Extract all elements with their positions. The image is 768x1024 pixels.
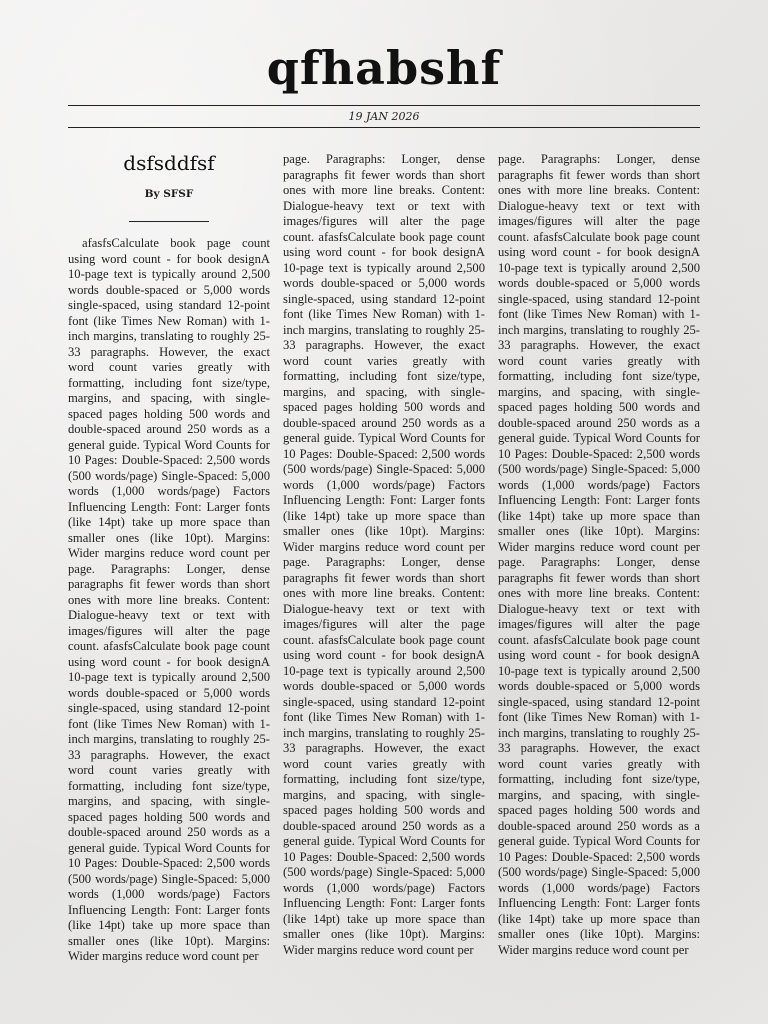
dateline: 19 JAN 2026 [348, 110, 420, 123]
article-body-text: page. Paragraphs: Longer, dense paragraphs fit fewer words than short ones with more line breaks. Content: Dialogue-heavy text or text with images/figures will alter the page count. afasfsCalculate book page count using word count - for book designA 10-page text is typically around 2,500 words double-spaced or 5,000 words single-spaced, using standard 12-point font (like Times New Roman) with 1-inch margins, translating to roughly 25-33 paragraphs. However, the exact word count varies greatly with formatting, including font size/type, margins, and spacing, with single-spaced pages holding 500 words and double-spaced around 250 words as a general guide. Typical Word Counts for 10 Pages: Double-Spaced: 2,500 words (500 words/page) Single-Spaced: 5,000 words (1,000 words/page) Factors Influencing Length: Font: Larger fonts (like 14pt) take up more space than smaller ones (like 10pt). Margins: Wider margins reduce word count per page. Paragraphs: Longer, dense paragraphs fit fewer words than short ones with more line breaks. Content: Dialogue-heavy text or text with images/figures will alter the page count. afasfsCalculate book page count using word count - for book designA 10-page text is typically around 2,500 words double-spaced or 5,000 words single-spaced, using standard 12-point font (like Times New Roman) with 1-inch margins, translating to roughly 25-33 paragraphs. However, the exact word count varies greatly with formatting, including font size/type, margins, and spacing, with single-spaced pages holding 500 words and double-spaced around 250 words as a general guide. Typical Word Counts for 10 Pages: Double-Spaced: 2,500 words (500 words/page) Single-Spaced: 5,000 words (1,000 words/page) Factors Influencing Length: Font: Larger fonts (like 14pt) take up more space than smaller ones (like 10pt). Margins: Wider margins reduce word count per [283, 152, 485, 957]
article-body-text: page. Paragraphs: Longer, dense paragraphs fit fewer words than short ones with more line breaks. Content: Dialogue-heavy text or text with images/figures will alter the page count. afasfsCalculate book page count using word count - for book designA 10-page text is typically around 2,500 words double-spaced or 5,000 words single-spaced, using standard 12-point font (like Times New Roman) with 1-inch margins, translating to roughly 25-33 paragraphs. However, the exact word count varies greatly with formatting, including font size/type, margins, and spacing, with single-spaced pages holding 500 words and double-spaced around 250 words as a general guide. Typical Word Counts for 10 Pages: Double-Spaced: 2,500 words (500 words/page) Single-Spaced: 5,000 words (1,000 words/page) Factors Influencing Length: Font: Larger fonts (like 14pt) take up more space than smaller ones (like 10pt). Margins: Wider margins reduce word count per page. Paragraphs: Longer, dense paragraphs fit fewer words than short ones with more line breaks. Content: Dialogue-heavy text or text with images/figures will alter the page count. afasfsCalculate book page count using word count - for book designA 10-page text is typically around 2,500 words double-spaced or 5,000 words single-spaced, using standard 12-point font (like Times New Roman) with 1-inch margins, translating to roughly 25-33 paragraphs. However, the exact word count varies greatly with formatting, including font size/type, margins, and spacing, with single-spaced pages holding 500 words and double-spaced around 250 words as a general guide. Typical Word Counts for 10 Pages: Double-Spaced: 2,500 words (500 words/page) Single-Spaced: 5,000 words (1,000 words/page) Factors Influencing Length: Font: Larger fonts (like 14pt) take up more space than smaller ones (like 10pt). Margins: Wider margins reduce word count per [498, 152, 700, 957]
newspaper-title: qfhabshf [266, 41, 502, 95]
article-column-1 [68, 236, 270, 1006]
article-byline: By SFSF [144, 188, 194, 200]
article-headline: dsfsddfsf [123, 151, 215, 175]
byline-divider [129, 221, 209, 222]
masthead-rule-top [68, 105, 700, 106]
masthead-rule-bottom [68, 127, 700, 128]
masthead [68, 38, 700, 98]
article-column-2 [283, 152, 485, 1002]
article-column-3 [498, 152, 700, 1002]
article-body-text: afasfsCalculate book page count using word count - for book designA 10-page text is typically around 2,500 words double-spaced or 5,000 words single-spaced, using standard 12-point font (like Times New Roman) with 1-inch margins, translating to roughly 25-33 paragraphs. However, the exact word count varies greatly with formatting, including font size/type, margins, and spacing, with single-spaced pages holding 500 words and double-spaced around 250 words as a general guide. Typical Word Counts for 10 Pages: Double-Spaced: 2,500 words (500 words/page) Single-Spaced: 5,000 words (1,000 words/page) Factors Influencing Length: Font: Larger fonts (like 14pt) take up more space than smaller ones (like 10pt). Margins: Wider margins reduce word count per page. Paragraphs: Longer, dense paragraphs fit fewer words than short ones with more line breaks. Content: Dialogue-heavy text or text with images/figures will alter the page count. afasfsCalculate book page count using word count - for book designA 10-page text is typically around 2,500 words double-spaced or 5,000 words single-spaced, using standard 12-point font (like Times New Roman) with 1-inch margins, translating to roughly 25-33 paragraphs. However, the exact word count varies greatly with formatting, including font size/type, margins, and spacing, with single-spaced pages holding 500 words and double-spaced around 250 words as a general guide. Typical Word Counts for 10 Pages: Double-Spaced: 2,500 words (500 words/page) Single-Spaced: 5,000 words (1,000 words/page) Factors Influencing Length: Font: Larger fonts (like 14pt) take up more space than smaller ones (like 10pt). Margins: Wider margins reduce word count per [68, 236, 270, 963]
